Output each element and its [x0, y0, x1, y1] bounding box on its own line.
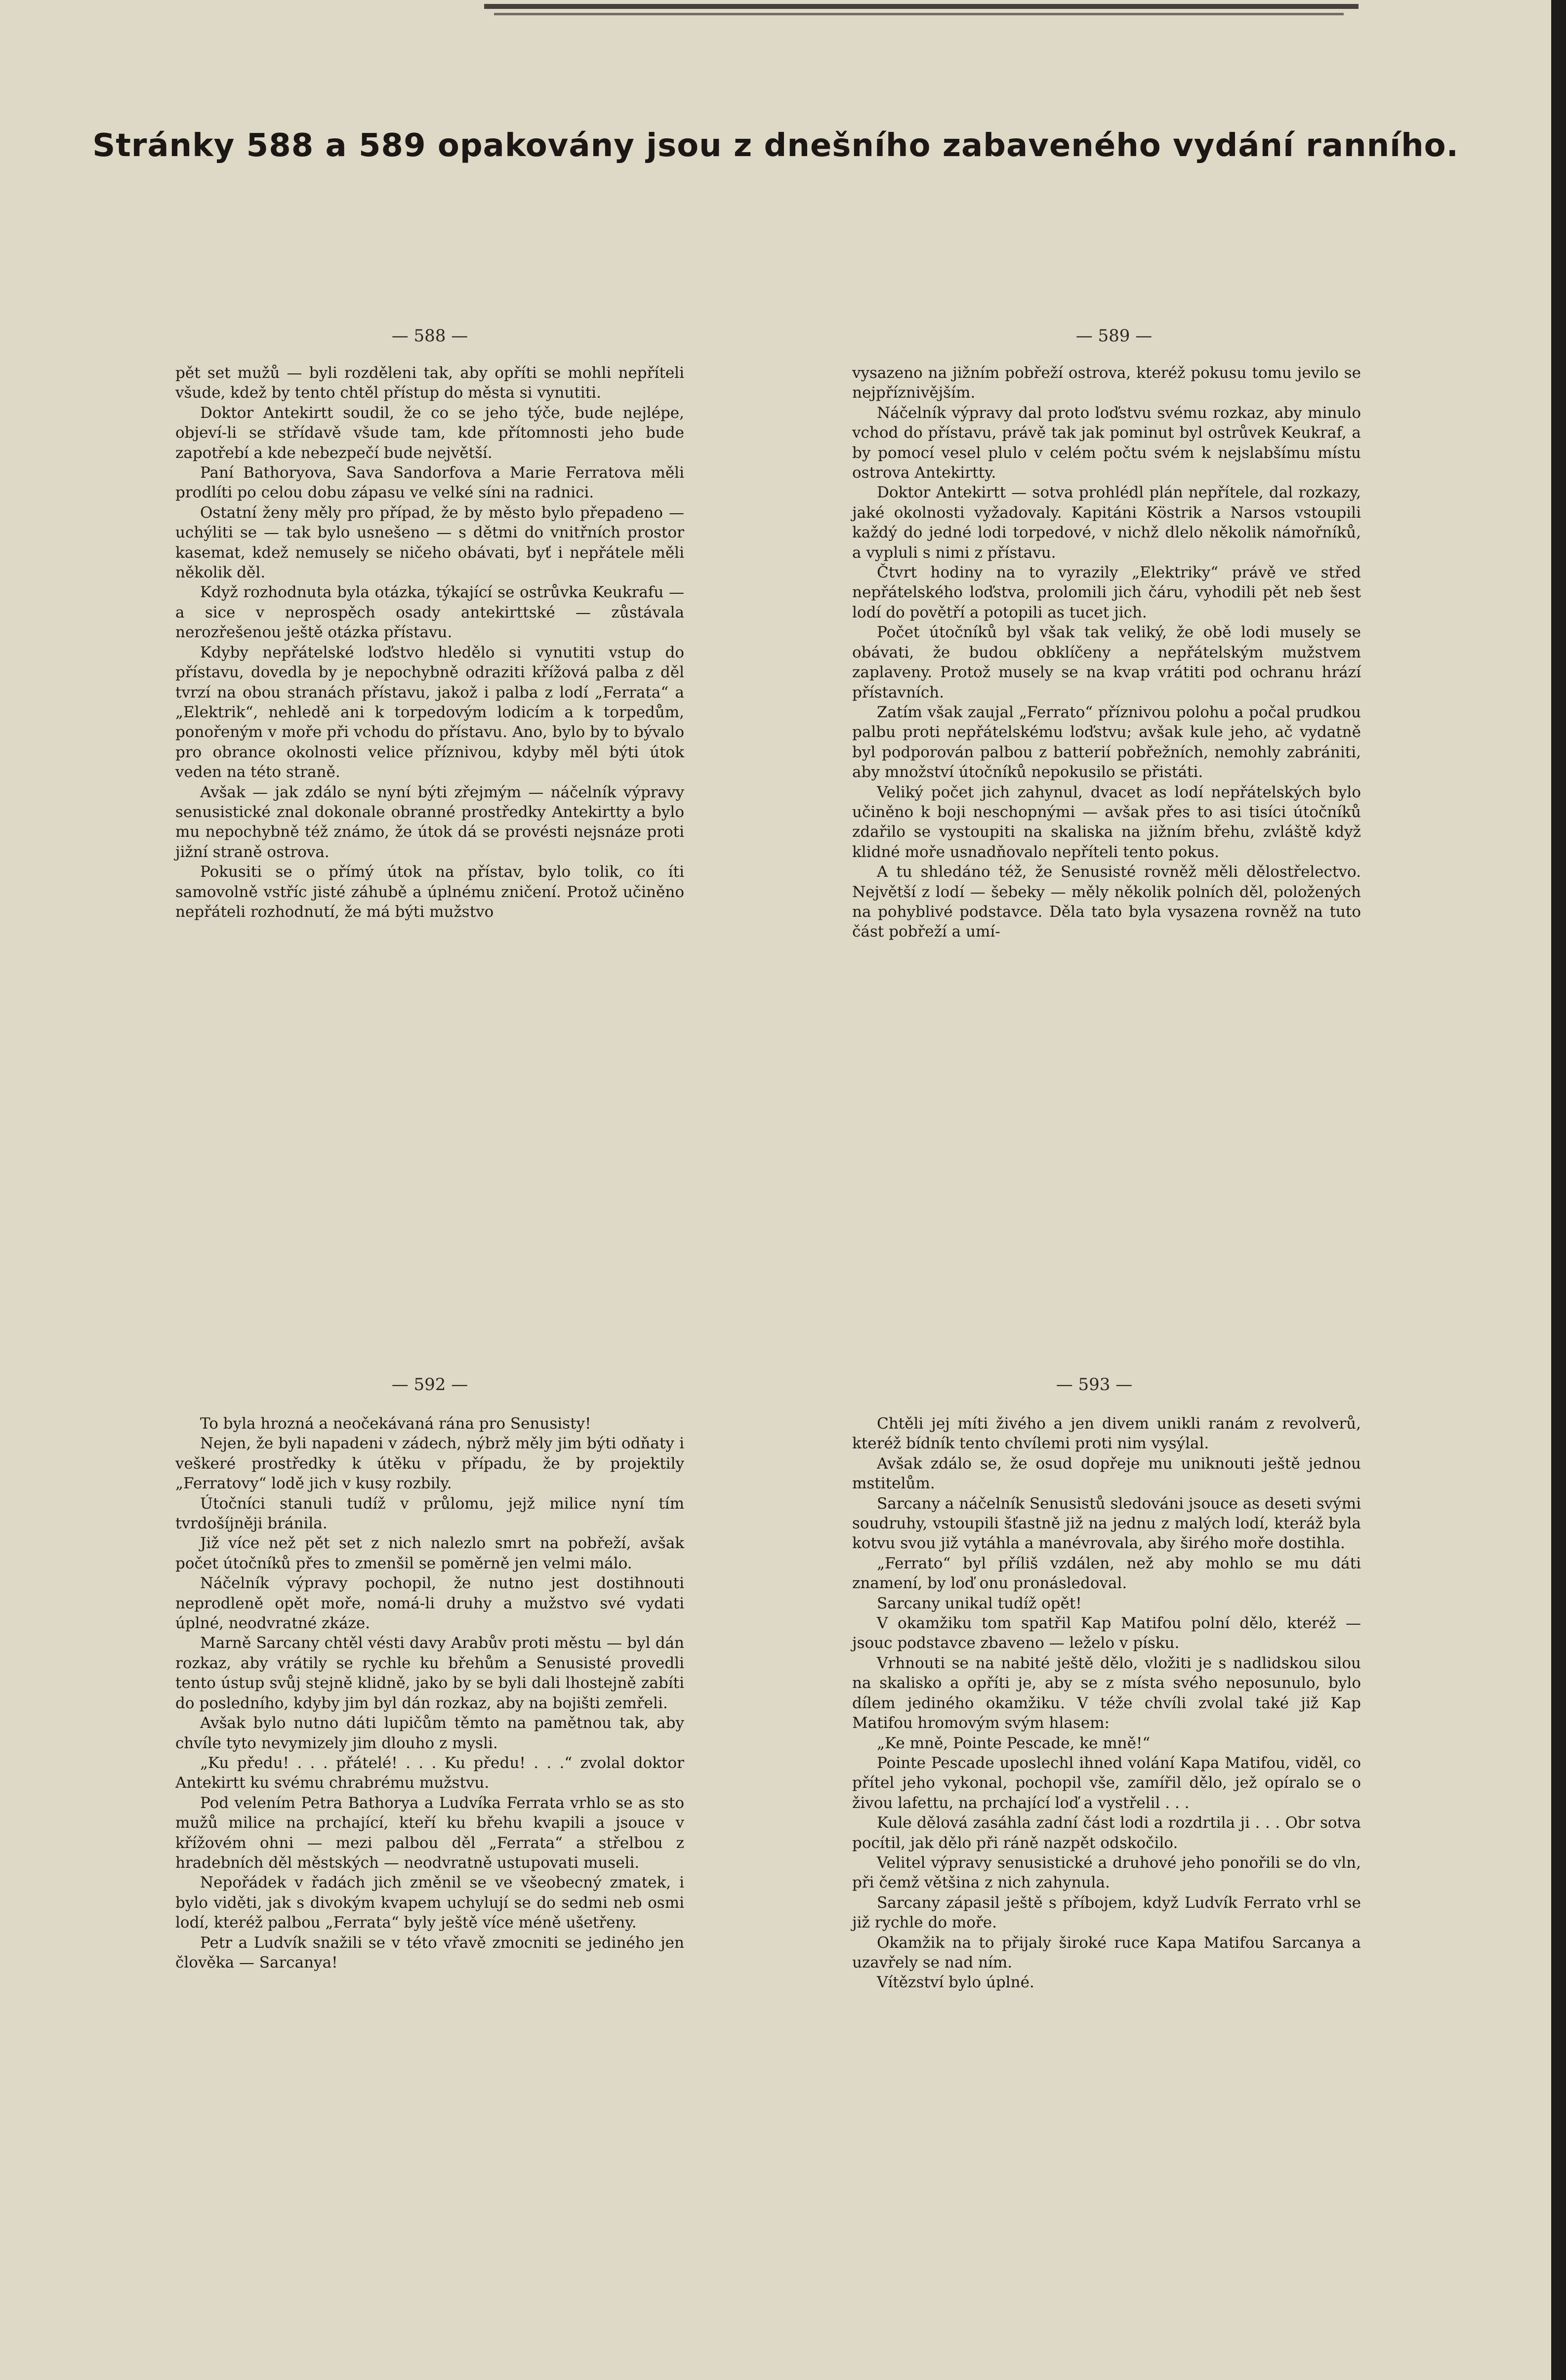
paragraph: Vrhnouti se na nabité ještě dělo, vložiti je s nadlidskou silou na skalisko a opříti je, aby se z místa svého neposunulo, bylo dílem jediného okamžiku. V téže chvíli zvolal také již Kap Matifou hromovým svým hlasem: — [852, 1654, 1361, 1732]
top-edge-rule-secondary — [494, 13, 1344, 15]
paragraph: Vítězství bylo úplné. — [877, 1973, 1034, 1992]
page-number-592: — 592 — — [391, 1375, 468, 1395]
paragraph: Nepořádek v řadách jich změnil se ve všeobecný zmatek, i bylo viděti, jak s divokým kvapem uchylují se do sedmi neb osmi lodí, kteréž palbou „Ferrata“ byly ještě více méně ušetřeny. — [175, 1874, 684, 1932]
paragraph: Doktor Antekirtt soudil, že co se jeho týče, bude nejlépe, objeví-li se střídavě všude tam, kde přítomnosti jeho bude zapotřebí a kde nebezpečí bude největší. — [175, 404, 684, 462]
paragraph: Sarcany zápasil ještě s příbojem, když Ludvík Ferrato vrhl se již rychle do moře. — [852, 1893, 1361, 1932]
page-number-589: — 589 — — [1075, 326, 1153, 346]
paragraph: Zatím však zaujal „Ferrato“ příznivou polohu a počal prudkou palbu proti nepřátelskému loďstvu; avšak kule jeho, ač vydatně byl podporován palbou z batterií pobřežních, nemohly zabrániti, aby množství útočníků nepokusilo se přistáti. — [852, 703, 1361, 781]
paragraph: Doktor Antekirtt — sotva prohlédl plán nepřítele, dal rozkazy, jaké okolnosti vyžadovaly. Kapitáni Köstrik a Narsos vstoupili každý do jedné lodi torpedové, v nichž dlelo několik námořníků, a vypluli s nimi z přístavu. — [852, 484, 1361, 562]
paragraph: Avšak zdálo se, že osud dopřeje mu uniknouti ještě jednou mstitelům. — [852, 1454, 1361, 1493]
scan-right-edge — [1551, 0, 1566, 2380]
paragraph: Petr a Ludvík snažili se v této vřavě zmocniti se jediného jen člověka — Sarcanya! — [175, 1933, 684, 1971]
paragraph: Okamžik na to přijaly široké ruce Kapa Matifou Sarcanya a uzavřely se nad ním. — [852, 1933, 1361, 1971]
page-number-593: — 593 — — [1056, 1375, 1133, 1395]
paragraph: Pod velením Petra Bathorya a Ludvíka Ferrata vrhlo se as sto mužů milice na prchající, kteří ku břehu kvapili a jsouce v křížovém ohni — mezi palbou děl „Ferrata“ a střelbou z hradebních děl městských — neodvratně ustupovati museli. — [175, 1794, 684, 1872]
paragraph: „Ku předu! . . . přátelé! . . . Ku předu! . . .“ zvolal doktor Antekirtt ku svému chrabrému mužstvu. — [175, 1754, 684, 1792]
paragraph: Kule dělová zasáhla zadní část lodi a rozdrtila ji . . . Obr sotva pocítil, jak dělo při ráně nazpět odskočilo. — [852, 1814, 1361, 1852]
paragraph: Kdyby nepřátelské loďstvo hledělo si vynutiti vstup do přístavu, dovedla by je nepochybně odraziti křížová palba z děl tvrzí na obou stranách přístavu, jakož i palba z lodí „Ferrata“ a „Elektrik“, nehledě ani k torpedovým lodicím a k torpedům, ponořeným v moře při vchodu do přístavu. Ano, bylo by to bývalo pro obrance okolnosti velice příznivou, kdyby měl býti útok veden na této straně. — [175, 643, 684, 781]
paragraph: Náčelník výpravy dal proto loďstvu svému rozkaz, aby minulo vchod do přístavu, právě tak jak pominut byl ostrůvek Keukraf, a by pomocí vesel plulo v celém počtu svém k nejslabšímu místu ostrova Antekirtty. — [852, 404, 1361, 482]
paragraph: Ostatní ženy měly pro případ, že by město bylo přepadeno — uchýliti se — tak bylo usnešeno — s dětmi do vnitřních prostor kasemat, kdež nemusely se ničeho obávati, byť i nepřátele měli několik děl. — [175, 503, 684, 582]
column-page-592 — [175, 1414, 684, 1972]
paragraph: V okamžiku tom spatřil Kap Matifou polní dělo, kteréž — jsouc podstavce zbaveno — leželo v písku. — [852, 1614, 1361, 1652]
page-banner: Stránky 588 a 589 opakovány jsou z dnešního zabaveného vydání ranního. — [92, 127, 1459, 164]
column-page-593 — [852, 1414, 1361, 1993]
paragraph: Chtěli jej míti živého a jen divem unikli ranám z revolverů, kteréž bídník tento chvílemi proti nim vysýlal. — [852, 1415, 1361, 1453]
paragraph: Nejen, že byli napadeni v zádech, nýbrž měly jim býti odňaty i veškeré prostředky k útěku v případu, že by projektily „Ferratovy“ lodě jich v kusy rozbily. — [175, 1435, 684, 1493]
paragraph: Marně Sarcany chtěl vésti davy Arabův proti městu — byl dán rozkaz, aby vrátily se rychle ku břehům a Senusisté provedli tento ústup svůj stejně klidně, jako by se byli dali lhostejně zabíti do posledního, kdyby jim byl dán rozkaz, aby na bojišti zemřeli. — [175, 1634, 684, 1712]
top-edge-rule — [484, 4, 1359, 9]
paragraph: A tu shledáno též, že Senusisté rovněž měli dělostřelectvo. Největší z lodí — šebeky — měly několik polních děl, položených na pohyblivé podstavce. Děla tato byla vysazena rovněž na tuto část pobřeží a umí- — [852, 863, 1361, 941]
paragraph: Avšak — jak zdálo se nyní býti zřejmým — náčelník výpravy senusistické znal dokonale obranné prostředky Antekirtty a bylo mu nepochybně též známo, že útok dá se provésti nejsnáze proti jižní straně ostrova. — [175, 783, 684, 861]
paragraph: Náčelník výpravy pochopil, že nutno jest dostihnouti neprodleně opět moře, nomá-li druhy a mužstvo své vydati úplné, neodvratné zkáze. — [175, 1574, 684, 1633]
paragraph: pět set mužů — byli rozděleni tak, aby opříti se mohli nepříteli všude, kdež by tento chtěl přístup do města si vynutiti. — [175, 364, 684, 402]
paragraph: Čtvrt hodiny na to vyrazily „Elektriky“ právě ve střed nepřátelského loďstva, prolomili jich čáru, vyhodili pět neb šest lodí do povětří a potopili as tucet jich. — [852, 564, 1361, 621]
paragraph: Počet útočníků byl však tak veliký, že obě lodi musely se obávati, že budou obklíčeny a nepřátelským mužstvem zaplaveny. Protož musely se na kvap vrátiti pod ochranu hrází přístavních. — [852, 623, 1361, 701]
paragraph: Sarcany unikal tudíž opět! — [877, 1594, 1082, 1612]
paragraph: Sarcany a náčelník Senusistů sledováni jsouce as deseti svými soudruhy, vstoupili šťastně již na jednu z malých lodí, kteráž byla kotvu svou již vytáhla a manévrovala, aby širého moře dostihla. — [852, 1494, 1361, 1553]
paragraph: To byla hrozná a neočekávaná rána pro Senusisty! — [200, 1415, 591, 1433]
paragraph: vysazeno na jižním pobřeží ostrova, kteréž pokusu tomu jevilo se nejpříznivějším. — [852, 364, 1361, 402]
paragraph: Pointe Pescade uposlechl ihned volání Kapa Matifou, viděl, co přítel jeho vykonal, pochopil vše, zamířil dělo, jež opíralo se o živou lafettu, na prchající loď a vystřelil . . . — [852, 1754, 1361, 1812]
paragraph: Útočníci stanuli tudíž v průlomu, jejž milice nyní tím tvrdošíjněji bránila. — [175, 1494, 684, 1533]
column-page-589 — [852, 363, 1361, 942]
paragraph: „Ke mně, Pointe Pescade, ke mně!“ — [877, 1734, 1151, 1752]
paragraph: Paní Bathoryova, Sava Sandorfova a Marie Ferratova měli prodlíti po celou dobu zápasu ve velké síni na radnici. — [175, 464, 684, 502]
paragraph: Již více než pět set z nich nalezlo smrt na pobřeží, avšak počet útočníků přes to zmenšil se poměrně jen velmi málo. — [175, 1534, 684, 1572]
paragraph: „Ferrato“ byl příliš vzdálen, než aby mohlo se mu dáti znamení, by loď onu pronásledoval. — [852, 1554, 1361, 1593]
paragraph: Avšak bylo nutno dáti lupičům těmto na pamětnou tak, aby chvíle tyto nevymizely jim dlouho z mysli. — [175, 1714, 684, 1752]
paragraph: Pokusiti se o přímý útok na přístav, bylo tolik, co íti samovolně vstříc jisté záhubě a úplnému zničení. Protož učiněno nepřáteli rozhodnutí, že má býti mužstvo — [175, 863, 684, 921]
column-page-588 — [175, 363, 684, 922]
paragraph: Když rozhodnuta byla otázka, týkající se ostrůvka Keukrafu — a sice v neprospěch osady antekirttské — zůstávala nerozřešenou ještě otázka přístavu. — [175, 583, 684, 642]
page-number-588: — 588 — — [391, 326, 468, 346]
paragraph: Velitel výpravy senusistické a druhové jeho ponořili se do vln, při čemž většina z nich zahynula. — [852, 1853, 1361, 1892]
paragraph: Veliký počet jich zahynul, dvacet as lodí nepřátelských bylo učiněno k boji neschopnými — avšak přes to asi tisíci útočníků zdařilo se vystoupiti na skaliska na jižním břehu, zvláště když klidné moře usnadňovalo nepříteli tento pokus. — [852, 783, 1361, 861]
